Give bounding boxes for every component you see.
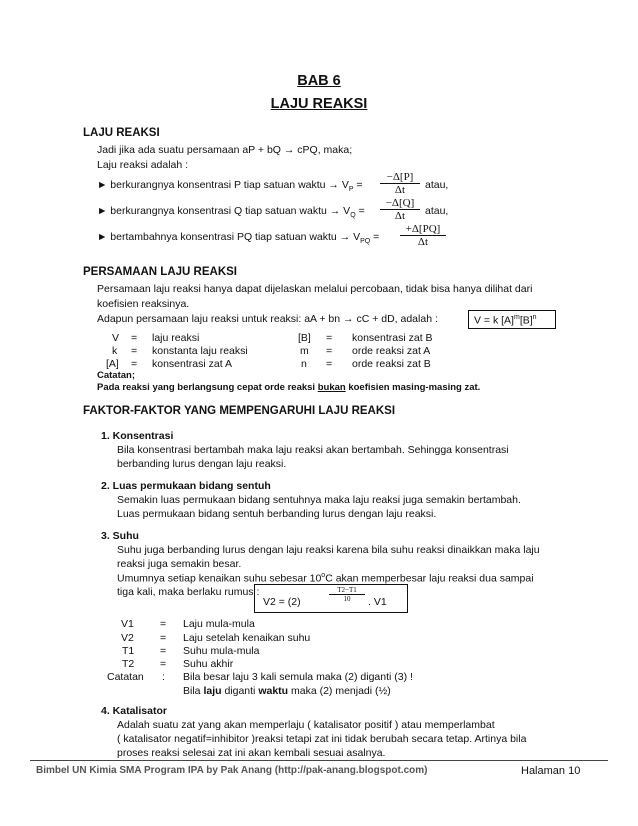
intro-line: Jadi jika ada suatu persamaan aP + bQ → cPQ, maka; xyxy=(97,144,353,156)
def-equals: = xyxy=(131,332,138,344)
def-symbol: [B] xyxy=(298,332,311,344)
factor-title: 4. Katalisator xyxy=(101,705,167,717)
note-text: Bila besar laju 3 kali semula maka (2) diganti (3) ! xyxy=(183,671,413,683)
def-desc: konstanta laju reaksi xyxy=(152,345,248,357)
intro-line: Laju reaksi adalah : xyxy=(97,159,189,171)
def-equals: = xyxy=(326,358,333,370)
var-desc: Suhu akhir xyxy=(183,658,234,670)
note-text: Pada reaksi yang berlangsung cepat orde reaksi bukan koefisien masing-masing zat. xyxy=(97,382,481,393)
var-symbol: V2 xyxy=(121,632,134,644)
factor-text: Umumnya setiap kenaikan suhu sebesar 10$^o$C akan memperbesar laju reaksi dua sampai xyxy=(117,572,534,585)
rate-law-box xyxy=(468,310,556,329)
chapter-number: BAB 6 xyxy=(297,73,341,89)
def-symbol: k xyxy=(112,345,118,357)
formula-exponent: $\frac{T2-T1}{10}$ xyxy=(329,586,365,603)
rate-fraction: $\frac{-\Delta[P]}{\Delta t}$ xyxy=(380,171,420,196)
formula-tail: . V1 xyxy=(368,596,387,608)
def-symbol: n xyxy=(301,358,307,370)
var-equals: = xyxy=(160,618,167,630)
paragraph-line: Persamaan laju reaksi hanya dapat dijelaskan melalui percobaan, tidak bisa hanya dilihat dari xyxy=(97,283,533,295)
factor-title: 3. Suhu xyxy=(101,530,139,542)
def-equals: = xyxy=(326,345,333,357)
note-text: Bila laju diganti waktu maka (2) menjadi (½) xyxy=(183,685,391,697)
paragraph-line: Adapun persamaan laju reaksi untuk reaksi: aA + bn → cC + dD, adalah : xyxy=(97,313,438,325)
rate-bullet: ► berkurangnya konsentrasi Q tiap satuan waktu → $V_Q$ = xyxy=(97,205,365,220)
footer-credit: Bimbel UN Kimia SMA Program IPA by Pak Anang (http://pak-anang.blogspot.com) xyxy=(36,765,428,776)
def-desc: orde reaksi zat A xyxy=(352,345,431,357)
def-symbol: [A] xyxy=(106,358,119,370)
factor-text: berbanding lurus dengan laju reaksi. xyxy=(117,458,287,470)
factor-text: Adalah suatu zat yang akan memperlaju ( katalisator positif ) atau memperlambat xyxy=(117,719,495,731)
note-label: Catatan xyxy=(107,671,144,683)
footer-rule xyxy=(30,760,608,761)
note-colon: : xyxy=(162,671,165,683)
def-desc: laju reaksi xyxy=(152,332,200,344)
var-desc: Laju mula-mula xyxy=(183,618,255,630)
rate-bullet-tail: atau, xyxy=(425,205,449,217)
factor-title: 1. Konsentrasi xyxy=(101,430,174,442)
factor-text: proses reaksi selesai zat ini akan kembali sesuai asalnya. xyxy=(117,747,386,759)
paragraph-line: koefisien reaksinya. xyxy=(97,298,190,310)
var-symbol: T1 xyxy=(122,645,135,657)
factor-text: Semakin luas permukaan bidang sentuhnya maka laju reaksi juga semakin bertambah. xyxy=(117,494,521,506)
factor-text: reaksi juga semakin besar. xyxy=(117,558,242,570)
factor-text: Suhu juga berbanding lurus dengan laju reaksi karena bila suhu reaksi dinaikkan maka laju xyxy=(117,544,540,556)
rate-fraction: $\frac{+\Delta[PQ]}{\Delta t}$ xyxy=(400,223,446,248)
rate-law-formula: V = k $[A]^m[B]^n$ xyxy=(474,314,537,327)
def-equals: = xyxy=(131,358,138,370)
formula-main: V2 = (2) xyxy=(263,596,301,608)
def-desc: orde reaksi zat B xyxy=(352,358,431,370)
section-heading-persamaan: PERSAMAAN LAJU REAKSI xyxy=(83,266,237,278)
temperature-formula-box xyxy=(254,584,408,613)
var-desc: Suhu mula-mula xyxy=(183,645,260,657)
var-equals: = xyxy=(160,632,167,644)
factor-text: Luas permukaan bidang sentuh berbanding lurus dengan laju reaksi. xyxy=(117,508,437,520)
var-symbol: T2 xyxy=(122,658,135,670)
page-title: LAJU REAKSI xyxy=(270,96,368,112)
factor-text: tiga kali, maka berlaku rumus : xyxy=(117,586,260,598)
def-desc: konsentrasi zat A xyxy=(152,358,232,370)
var-equals: = xyxy=(160,645,167,657)
rate-bullet: ► bertambahnya konsentrasi PQ tiap satuan waktu → $V_{PQ}$ = xyxy=(97,231,380,246)
factor-title: 2. Luas permukaan bidang sentuh xyxy=(101,480,271,492)
section-heading-faktor: FAKTOR-FAKTOR YANG MEMPENGARUHI LAJU REAKSI xyxy=(83,405,396,417)
def-equals: = xyxy=(326,332,333,344)
var-symbol: V1 xyxy=(121,618,134,630)
factor-text: ( katalisator negatif=inhibitor )reaksi tetapi zat ini tidak berubah secara tetap. Artinya bila xyxy=(117,733,527,745)
var-desc: Laju setelah kenaikan suhu xyxy=(183,632,311,644)
rate-bullet: ► berkurangnya konsentrasi P tiap satuan waktu → $V_P$ = xyxy=(97,179,363,194)
def-symbol: V xyxy=(112,332,120,344)
rate-bullet-tail: atau, xyxy=(425,179,449,191)
var-equals: = xyxy=(160,658,167,670)
def-symbol: m xyxy=(300,345,309,357)
page-number: Halaman 10 xyxy=(521,765,581,777)
factor-text: Bila konsentrasi bertambah maka laju reaksi akan bertambah. Sehingga konsentrasi xyxy=(117,444,509,456)
rate-fraction: $\frac{-\Delta[Q]}{\Delta t}$ xyxy=(380,197,420,222)
section-heading-laju: LAJU REAKSI xyxy=(83,127,160,139)
note-label: Catatan; xyxy=(97,370,136,381)
def-desc: konsentrasi zat B xyxy=(352,332,433,344)
def-equals: = xyxy=(131,345,138,357)
